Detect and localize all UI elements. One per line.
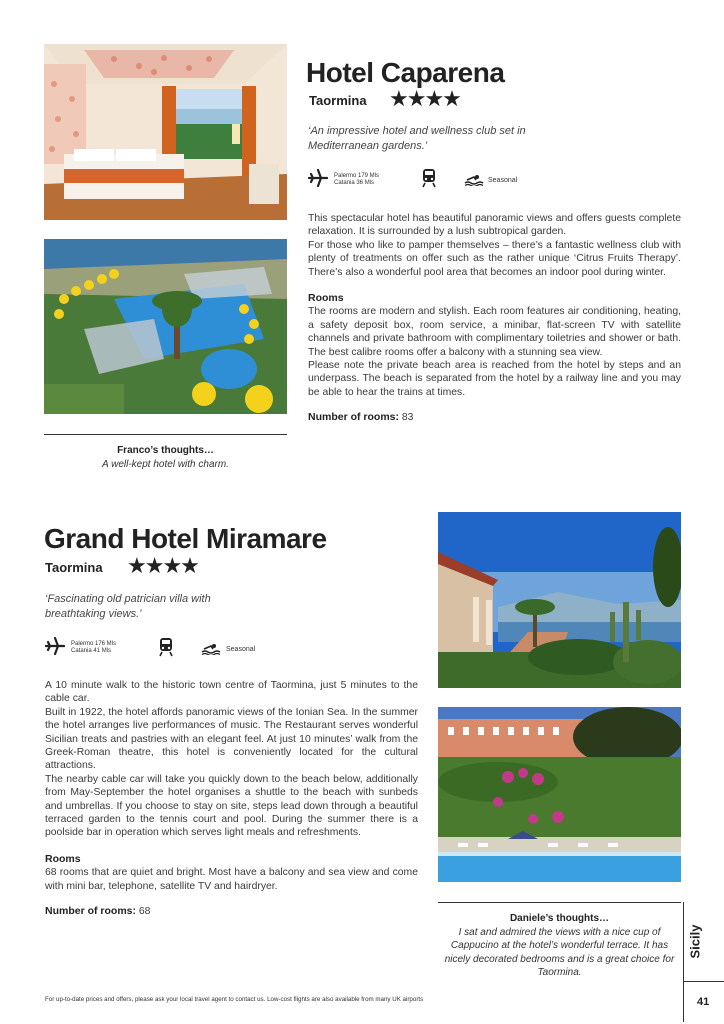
side-tab-region <box>687 918 714 968</box>
hotel-caparena-bedroom-photo <box>44 44 287 220</box>
num-rooms-label: Number of rooms: <box>308 411 400 424</box>
description-paragraph: A 10 minute walk to the historic town centre of Taormina, just 5 minutes to the cable car. <box>45 680 418 705</box>
rooms-heading: Rooms <box>45 852 81 865</box>
side-tab-divider <box>683 902 684 1022</box>
grand-hotel-miramare-season: Seasonal <box>226 646 256 653</box>
train-icon <box>159 637 173 662</box>
airplane-icon <box>308 169 328 192</box>
footer-note: For up-to-date prices and offers, please ask your local travel agent to contact us. Low-cost flights are also available from many UK airports <box>45 996 424 1003</box>
daniele-thoughts-title: Daniele’s thoughts… <box>509 913 610 924</box>
grand-hotel-miramare-title: Grand Hotel Miramare <box>44 523 327 554</box>
franco-thoughts-text: A well-kept hotel with charm. <box>102 459 229 470</box>
page-number: 41 <box>697 996 710 1008</box>
side-tab-bottom-line <box>683 981 724 982</box>
grand-hotel-miramare-quote: ‘Fascinating old patrician villa with breathtaking views.’ <box>45 593 211 620</box>
airplane-icon <box>45 637 65 660</box>
rooms-paragraph: The rooms are modern and stylish. Each room features air conditioning, heating, a safety deposit box, room service, a minibar, flat-screen TV with satellite channels and private bathroom with complimentary toiletries and shower or bath. The best calibre rooms offer a balcony with a stunning sea view. <box>308 306 681 358</box>
rooms-paragraph: 68 rooms that are quiet and bright. Most have a balcony and sea view and come with mini bar, telephone, satellite TV and hairdryer. <box>45 867 418 892</box>
thoughts-divider <box>44 434 287 435</box>
rooms-heading: Rooms <box>308 292 344 305</box>
grand-hotel-miramare-garden-photo <box>438 707 681 882</box>
region-label: Sicily <box>687 924 703 959</box>
daniele-thoughts-text: I sat and admired the views with a nice cup of Cappucino at the hotel’s wonderful terrace. It has nicely decorated bedrooms and is a great choice for Taormina. <box>444 927 675 978</box>
hotel-caparena-title: Hotel Caparena <box>306 57 505 88</box>
hotel-caparena-quote: ‘An impressive hotel and wellness club set in Mediterranean gardens.’ <box>308 125 526 152</box>
hotel-caparena-stars: ★★★★ <box>389 86 460 111</box>
grand-hotel-miramare-terrace-photo <box>438 512 681 688</box>
description-paragraph: For those who like to pamper themselves – there’s a fantastic wellness club with plenty of treatments on offer such as the rather unique ‘Citrus Fruits Therapy’. There’s also a wonderful pool area that becomes an indoor pool during winter. <box>308 239 681 278</box>
num-rooms-label: Number of rooms: <box>45 905 137 918</box>
hotel-caparena-airports: Palermo 179 Mls Catania 36 Mls <box>334 173 380 186</box>
thoughts-divider <box>438 902 681 903</box>
rooms-paragraph: Please note the private beach area is reached from the hotel by steps and an underpass. The beach is separated from the hotel by a railway line and you may be able to hear the trains at times. <box>308 360 681 398</box>
description-paragraph: The nearby cable car will take you quickly down to the beach below, additionally from May-September the hotel organises a shuttle to the beach with sunbeds and umbrellas. If you choose to stay on site, steps lead down through a beautiful terraced garden to the tennis court and pool. During the summer there is a poolside bar in operation which serves light meals and refreshments. <box>45 773 418 839</box>
hotel-caparena-pool-photo <box>44 239 287 414</box>
grand-hotel-miramare-location: Taormina <box>45 560 103 575</box>
grand-hotel-miramare-description <box>45 679 418 919</box>
grand-hotel-miramare-stars: ★★★★ <box>127 553 198 578</box>
num-rooms-value: 68 <box>138 906 151 918</box>
num-rooms-value: 83 <box>401 412 414 424</box>
description-paragraph: Built in 1922, the hotel affords panoramic views of the Ionian Sea. In the summer the hotel arranges live performances of music. The Restaurant serves wonderful Sicilian treats and pastries with an elegant feel. At just 10 minutes’ walk from the Greek-Roman theatre, this hotel is conveniently located for the cultural attractions. <box>45 706 418 772</box>
hotel-caparena-season: Seasonal <box>488 177 518 184</box>
swimming-icon <box>464 173 484 191</box>
hotel-caparena-location: Taormina <box>309 93 367 108</box>
grand-hotel-miramare-airports: Palermo 176 Mls Catania 41 Mls <box>71 641 117 654</box>
hotel-caparena-description <box>308 212 681 425</box>
train-icon <box>422 168 436 193</box>
description-paragraph: This spectacular hotel has beautiful panoramic views and offers guests complete relaxation. It is surrounded by a lush subtropical garden. <box>308 213 681 238</box>
swimming-icon <box>201 642 221 660</box>
franco-thoughts-title: Franco’s thoughts… <box>117 445 214 456</box>
